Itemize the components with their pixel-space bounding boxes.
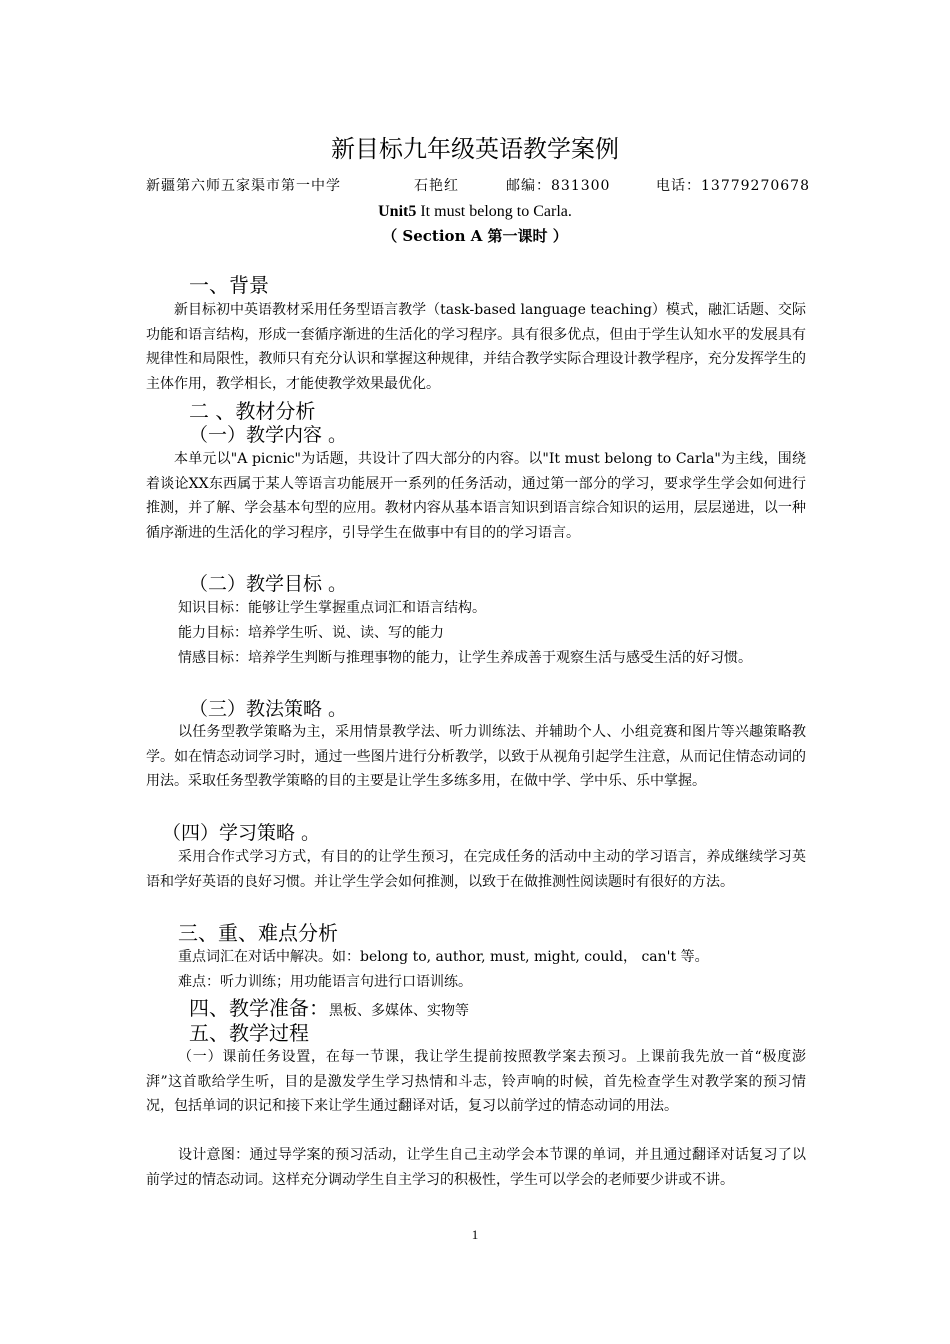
section-subtitle: （ Section A 第一课时 ）: [382, 227, 568, 245]
unit-text: It must belong to Carla.: [416, 203, 572, 220]
heading-background: 一、背景: [189, 273, 269, 297]
heading-learning-strategy: （四）学习策略 。: [162, 822, 321, 844]
teaching-strategy-paragraph: 以任务型教学策略为主，采用情景教学法、听力训练法、并辅助个人、小组竞赛和图片等兴趣策略教学。如在情态动词学习时，通过一些图片进行分析教学，以致于从视角引起学生注意，从而记住情态动词的用法。采取任务型教学策略的目的主要是让学生多练多用，在做中学、学中乐、乐中掌握。: [146, 724, 806, 790]
author-postcode: 邮编：831300: [506, 178, 611, 194]
learning-strategy-paragraph: 采用合作式学习方式，有目的的让学生预习，在完成任务的活动中主动的学习语言，养成继续学习英语和学好英语的良好习惯。并让学生学会如何推测，以致于在做推测性阅读题时有很好的方法。: [146, 849, 806, 890]
heading-teaching-content: （一）教学内容 。: [189, 424, 348, 446]
key-points-line: 重点词汇在对话中解决。如：belong to, author, must, might, could， can't 等。: [178, 949, 709, 965]
emotion-goal: 情感目标：培养学生判断与推理事物的能力，让学生养成善于观察生活与感受生活的好习惯。: [178, 650, 752, 666]
background-paragraph: 新目标初中英语教材采用任务型语言教学（task-based language teaching）模式，融汇话题、交际功能和语言结构，形成一套循序渐进的生活化的学习程序。具有很多优点，但由于学生认知水平的发展具有规律性和局限性，教师只有充分认识和掌握这种规律，并结合教学实际合理设计教学程序，充分发挥学生的主体作用，教学相长，才能使教学效果最优化。: [146, 302, 806, 392]
heading-teaching-process: 五、教学过程: [189, 1021, 309, 1045]
ability-goal: 能力目标：培养学生听、说、读、写的能力: [178, 625, 444, 641]
heading-teaching-strategy: （三）教法策略 。: [189, 698, 348, 720]
process-paragraph-1: （一）课前任务设置，在每一节课，我让学生提前按照教学案去预习。上课前我先放一首“极度澎湃”这首歌给学生听，目的是激发学生学习热情和斗志，铃声响的时候，首先检查学生对教学案的预习情况，包括单词的识记和接下来让学生通过翻译对话，复习以前学过的情态动词的用法。: [146, 1049, 806, 1115]
difficult-points-line: 难点：听力训练；用功能语言句进行口语训练。: [178, 974, 472, 990]
teaching-content-paragraph: 本单元以"A picnic"为话题，共设计了四大部分的内容。以"It must belong to Carla"为主线，围绕着谈论XX东西属于某人等语言功能展开一系列的任务活动，通过第一部分的学习，要求学生学会如何进行推测，并了解、学会基本句型的应用。教材内容从基本语言知识到语言综合知识的运用，层层递进，以一种循序渐进的生活化的学习程序，引导学生在做事中有目的的学习语言。: [146, 451, 806, 541]
heading-material-analysis: 二 、教材分析: [189, 399, 316, 423]
page-number: 1: [471, 1227, 479, 1242]
unit-title: [0, 202, 950, 222]
author-name: 石艳红: [414, 178, 459, 194]
document-title: 新目标九年级英语教学案例: [331, 135, 619, 163]
author-phone: 电话：13779270678: [656, 178, 810, 194]
author-school: 新疆第六师五家渠市第一中学: [146, 178, 341, 194]
knowledge-goal: 知识目标：能够让学生掌握重点词汇和语言结构。: [178, 600, 486, 616]
unit-label: Unit5: [378, 203, 417, 220]
preparation-items: 黑板、多媒体、实物等: [329, 1003, 469, 1019]
preparation-label: 四、教学准备：: [189, 996, 329, 1020]
heading-teaching-goals: （二）教学目标 。: [189, 573, 348, 595]
process-paragraph-2: 设计意图：通过导学案的预习活动，让学生自己主动学会本节课的单词，并且通过翻译对话复习了以前学过的情态动词。这样充分调动学生自主学习的积极性，学生可以学会的老师要少讲或不讲。: [146, 1147, 806, 1188]
heading-key-points: 三、重、难点分析: [178, 921, 338, 945]
